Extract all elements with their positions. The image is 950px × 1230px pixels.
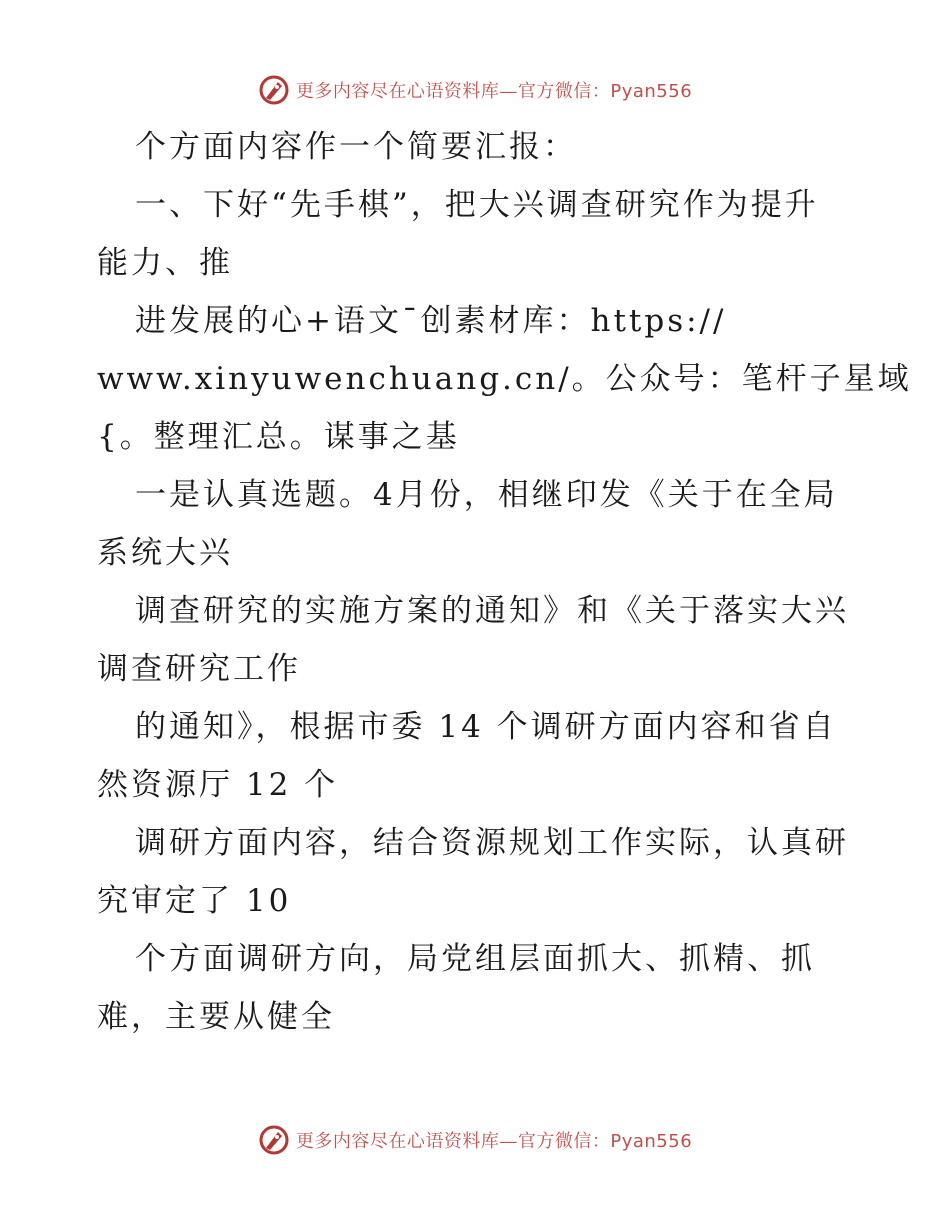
text-line: 难，主要从健全: [97, 999, 335, 1035]
text-line: 调查研究工作: [97, 651, 301, 687]
text-line: 调研方面内容，结合资源规划工作实际，认真研: [135, 825, 849, 861]
text-line: 个方面内容作一个简要汇报：: [135, 129, 577, 165]
banner-text: 更多内容尽在心语资料库—官方微信：Pyan556: [295, 81, 693, 102]
text-line: 系统大兴: [97, 535, 233, 571]
text-line: 进发展的心+语文¯创素材库：https://: [135, 303, 727, 339]
text-line: 调查研究的实施方案的通知》和《关于落实大兴: [135, 593, 849, 629]
text-line: 一、下好“先手棋”，把大兴调查研究作为提升: [135, 187, 819, 223]
text-line: 然资源厅 12 个: [97, 767, 339, 803]
text-line: 究审定了 10: [97, 883, 292, 919]
banner-text: 更多内容尽在心语资料库—官方微信：Pyan556: [295, 1131, 693, 1152]
text-line: www.xinyuwenchuang.cn/。公众号：笔杆子星域: [97, 361, 912, 397]
wechat-id: Pyan556: [610, 81, 693, 102]
footer-banner: [0, 1120, 950, 1160]
pen-nib-logo-icon: [258, 1124, 290, 1156]
text-line: 个方面调研方向，局党组层面抓大、抓精、抓: [135, 941, 815, 977]
wechat-id: Pyan556: [610, 1131, 693, 1152]
text-line: {。整理汇总。谋事之基: [97, 419, 460, 455]
text-line: 的通知》，根据市委 14 个调研方面内容和省自: [135, 709, 837, 745]
document-body: [97, 118, 912, 1046]
header-banner: [0, 70, 950, 110]
pen-nib-logo-icon: [258, 74, 290, 106]
text-line: 一是认真选题。4月份，相继印发《关于在全局: [135, 477, 838, 513]
text-line: 能力、推: [97, 245, 233, 281]
